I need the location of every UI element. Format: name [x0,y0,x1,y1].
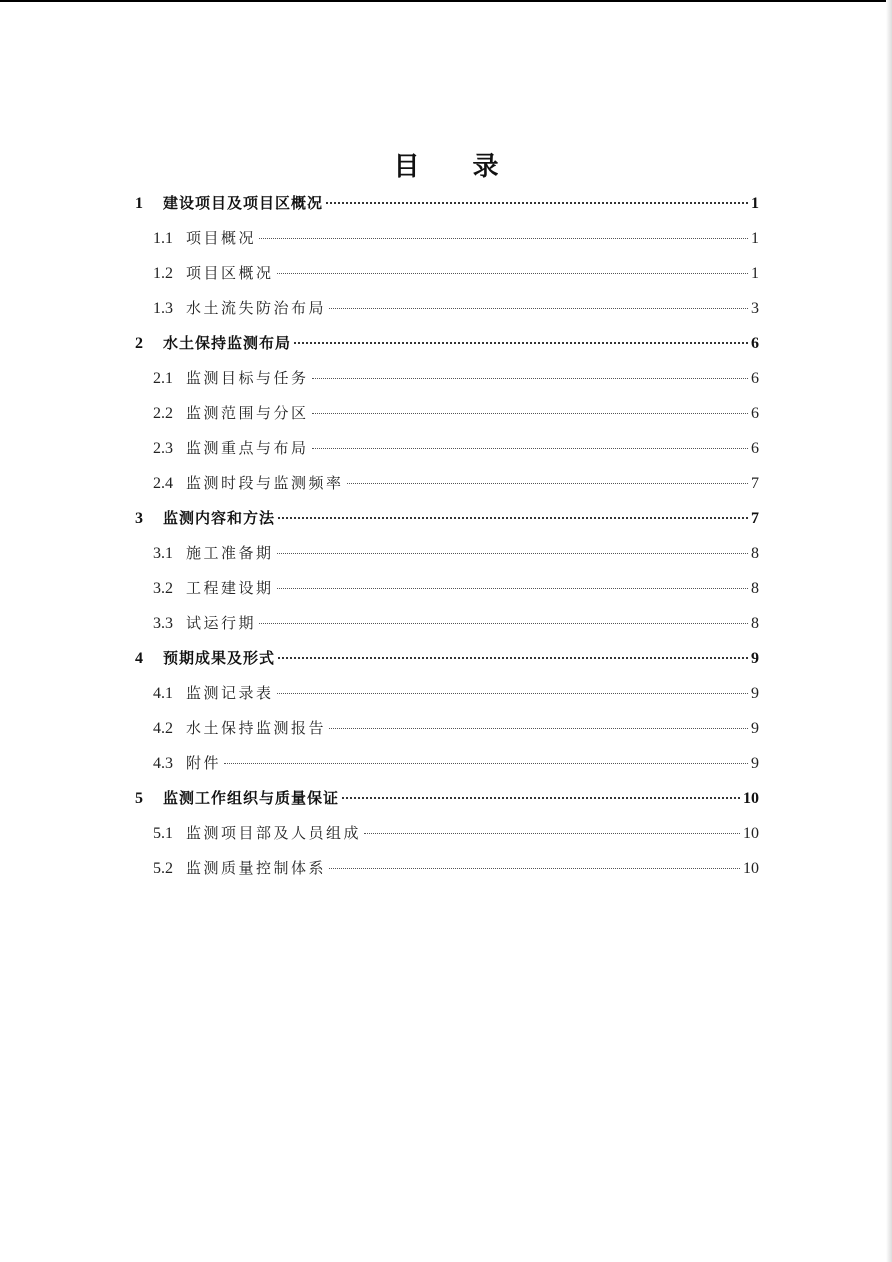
toc-chapter-entry[interactable] [135,501,759,536]
toc-dot-leader [326,201,748,204]
toc-entry-label: 监测目标与任务 [186,369,309,387]
toc-page-number: 6 [751,440,759,457]
toc-entry-label: 项目概况 [186,229,257,247]
toc-dot-leader [277,587,748,589]
toc-section-entry[interactable] [135,396,759,431]
toc-dot-leader [277,552,748,554]
toc-dot-leader [277,272,748,274]
toc-entry-number: 4 [135,650,143,667]
toc-page-number: 7 [751,510,759,527]
toc-dot-leader [312,377,748,379]
toc-chapter-entry[interactable] [135,781,759,816]
toc-page-number: 10 [743,860,759,877]
toc-chapter-entry[interactable] [135,641,759,676]
toc-list [135,186,759,886]
toc-entry-number: 3.3 [153,615,173,632]
toc-page-number: 6 [751,405,759,422]
toc-entry-number: 1.1 [153,230,173,247]
toc-entry-label: 施工准备期 [186,544,274,562]
toc-entry-number: 3.2 [153,580,173,597]
toc-page-number: 9 [751,650,759,667]
toc-page-number: 9 [751,755,759,772]
toc-dot-leader [224,762,748,764]
toc-section-entry[interactable] [135,711,759,746]
toc-entry-label: 水土保持监测报告 [186,719,327,737]
toc-entry-number: 2.1 [153,370,173,387]
toc-entry-label: 监测项目部及人员组成 [186,824,362,842]
toc-entry-number: 2 [135,335,143,352]
toc-entry-label: 附件 [186,754,222,772]
toc-page-number: 8 [751,580,759,597]
toc-entry-number: 3 [135,510,143,527]
toc-section-entry[interactable] [135,851,759,886]
toc-dot-leader [312,447,748,449]
toc-page-number: 10 [743,790,759,807]
toc-dot-leader [347,482,748,484]
toc-section-entry[interactable] [135,361,759,396]
toc-entry-number: 1 [135,195,143,212]
toc-entry-label: 监测重点与布局 [186,439,309,457]
toc-entry-label: 水土流失防治布局 [186,299,327,317]
toc-dot-leader [294,341,748,344]
toc-dot-leader [329,867,740,869]
toc-entry-number: 5.1 [153,825,173,842]
toc-dot-leader [278,656,748,659]
toc-entry-label: 建设项目及项目区概况 [163,194,324,212]
toc-entry-label: 监测质量控制体系 [186,859,327,877]
toc-section-entry[interactable] [135,256,759,291]
toc-dot-leader [342,796,740,799]
toc-title: 目 录 [393,152,521,182]
toc-entry-number: 4.1 [153,685,173,702]
toc-section-entry[interactable] [135,571,759,606]
toc-dot-leader [312,412,748,414]
toc-entry-number: 4.3 [153,755,173,772]
toc-section-entry[interactable] [135,606,759,641]
toc-entry-number: 4.2 [153,720,173,737]
toc-page-number: 8 [751,545,759,562]
toc-section-entry[interactable] [135,816,759,851]
toc-entry-label: 预期成果及形式 [163,649,276,667]
toc-entry-number: 2.4 [153,475,173,492]
toc-dot-leader [277,692,748,694]
toc-entry-number: 2.3 [153,440,173,457]
toc-entry-label: 监测内容和方法 [163,509,276,527]
toc-section-entry[interactable] [135,746,759,781]
toc-dot-leader [329,727,748,729]
toc-entry-label: 监测范围与分区 [186,404,309,422]
toc-section-entry[interactable] [135,431,759,466]
toc-section-entry[interactable] [135,676,759,711]
toc-entry-number: 5.2 [153,860,173,877]
toc-chapter-entry[interactable] [135,186,759,221]
toc-section-entry[interactable] [135,536,759,571]
toc-entry-label: 项目区概况 [186,264,274,282]
toc-entry-number: 1.2 [153,265,173,282]
toc-dot-leader [364,832,740,834]
toc-section-entry[interactable] [135,291,759,326]
toc-entry-number: 3.1 [153,545,173,562]
toc-entry-label: 监测工作组织与质量保证 [163,789,340,807]
toc-page-number: 6 [751,335,759,352]
toc-page-number: 9 [751,685,759,702]
toc-entry-label: 工程建设期 [186,579,274,597]
toc-page-number: 1 [751,265,759,282]
toc-entry-label: 监测时段与监测频率 [186,474,344,492]
toc-page-number: 9 [751,720,759,737]
toc-page-number: 7 [751,475,759,492]
toc-page-number: 3 [751,300,759,317]
toc-entry-label: 监测记录表 [186,684,274,702]
toc-dot-leader [329,307,748,309]
toc-page-number: 6 [751,370,759,387]
toc-dot-leader [259,622,748,624]
page-top-border [0,0,892,2]
toc-page-number: 1 [751,195,759,212]
toc-page-number: 10 [743,825,759,842]
page-edge-shadow [886,0,892,1262]
toc-entry-label: 试运行期 [186,614,257,632]
toc-section-entry[interactable] [135,221,759,256]
toc-page-number: 1 [751,230,759,247]
toc-entry-number: 1.3 [153,300,173,317]
toc-dot-leader [278,516,748,519]
toc-entry-number: 2.2 [153,405,173,422]
toc-section-entry[interactable] [135,466,759,501]
toc-entry-label: 水土保持监测布局 [163,334,292,352]
toc-dot-leader [259,237,748,239]
toc-chapter-entry[interactable] [135,326,759,361]
toc-page-number: 8 [751,615,759,632]
toc-entry-number: 5 [135,790,143,807]
